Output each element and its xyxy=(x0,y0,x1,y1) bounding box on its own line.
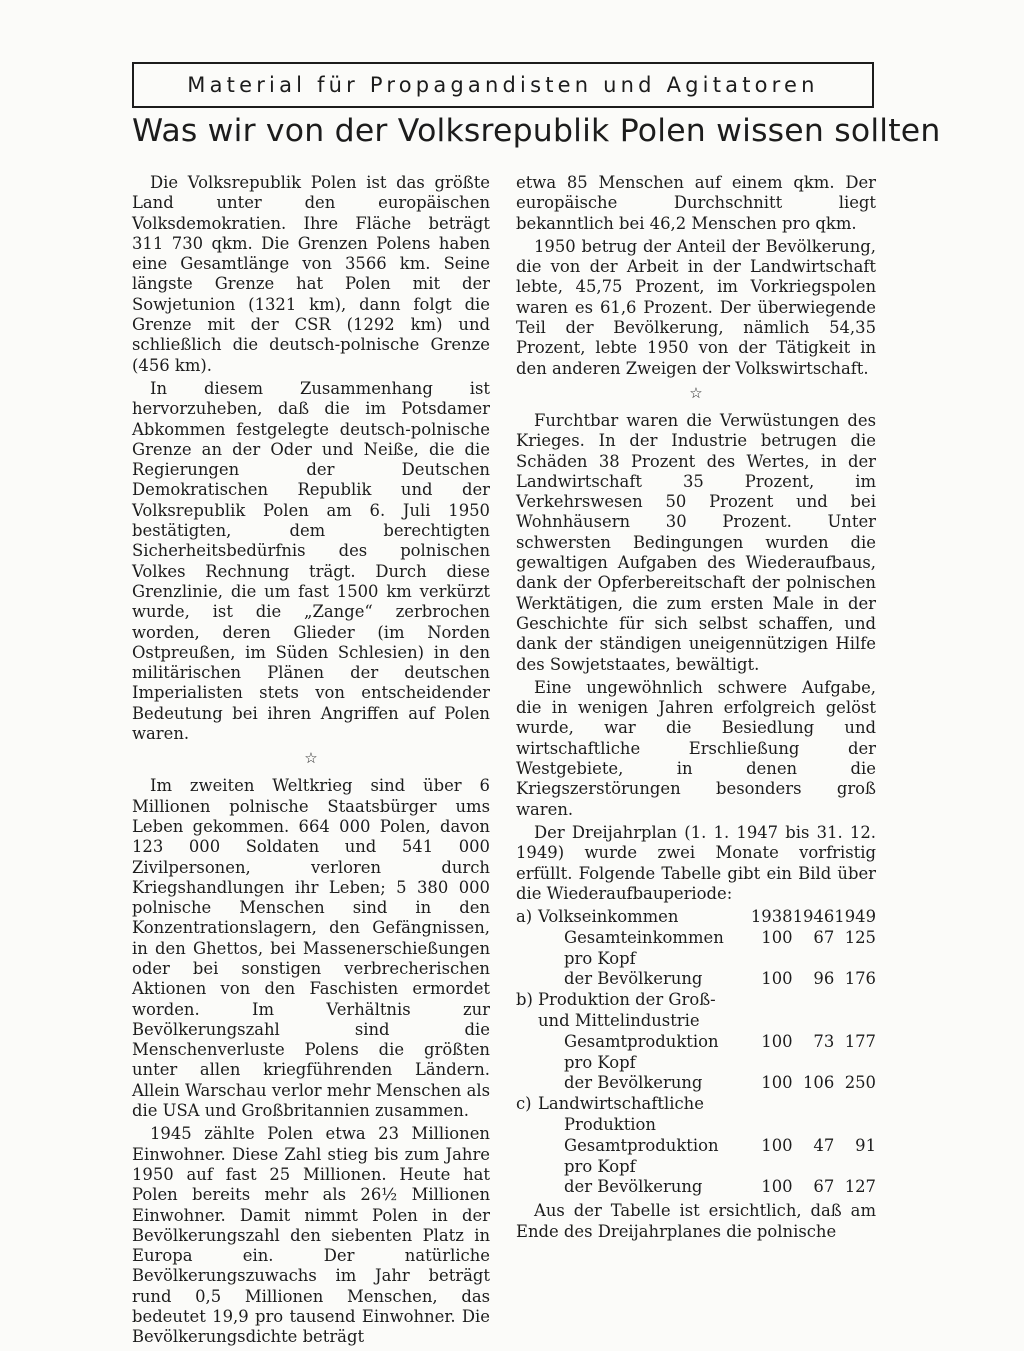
table-cell xyxy=(834,1011,876,1032)
table-row xyxy=(516,1136,876,1157)
table-row xyxy=(516,1032,876,1053)
row-label xyxy=(516,1157,538,1178)
article-headline: Was wir von der Volksrepublik Polen wissen sollten xyxy=(132,113,941,149)
row-text: Gesamteinkommen xyxy=(564,927,724,947)
row-text: der Bevölkerung xyxy=(564,1073,703,1093)
row-label xyxy=(516,1053,538,1074)
row-label xyxy=(516,1136,538,1157)
table-cell: 91 xyxy=(855,1135,876,1155)
section-banner: Material für Propagandisten und Agitatoren xyxy=(132,62,874,108)
table-cell: 100 xyxy=(761,1135,793,1155)
table-row xyxy=(516,990,876,1011)
row-text: und Mittelindustrie xyxy=(538,1011,700,1031)
row-label xyxy=(516,928,538,949)
row-label: c) xyxy=(516,1094,532,1114)
row-label xyxy=(516,1115,538,1136)
table-cell: 67 xyxy=(813,1177,835,1197)
paragraph: Der Dreijahrplan (1. 1. 1947 bis 31. 12. 1949) wurde zwei Monate vorfristig erfüllt. Folgende Tabelle gibt ein Bild über die Wiederaufbauperiode: xyxy=(516,822,876,903)
row-text: pro Kopf xyxy=(564,948,636,968)
table-cell: 250 xyxy=(844,1073,876,1093)
table-cell xyxy=(834,1157,876,1178)
table-cell: 1938 xyxy=(750,907,793,927)
star-separator: ☆ xyxy=(689,383,703,402)
table-row xyxy=(516,1177,876,1198)
table-row xyxy=(516,949,876,970)
table-cell: 100 xyxy=(761,1073,793,1093)
table-cell xyxy=(793,1115,835,1136)
table-cell: 100 xyxy=(761,927,793,947)
table-cell: 125 xyxy=(844,927,876,947)
table-cell: 100 xyxy=(761,969,793,989)
table-cell xyxy=(793,1157,835,1178)
table-row xyxy=(516,969,876,990)
table-row xyxy=(516,1073,876,1094)
table-row xyxy=(516,1011,876,1032)
table-cell: 177 xyxy=(844,1031,876,1051)
row-label xyxy=(516,1032,538,1053)
star-separator: ☆ xyxy=(304,749,318,768)
paragraph: 1945 zählte Polen etwa 23 Millionen Einwohner. Diese Zahl stieg bis zum Jahre 1950 auf fast 25 Millionen. Heute hat Polen bereits mehr als 26½ Millionen Einwohner. Damit nimmt Polen in der Bevölkerungszahl den siebenten Platz in Europa ein. Der natürliche Bevölkerungszuwachs im Jahr beträgt rund 0,5 Millionen Menschen, das bedeutet 19,9 pro tausend Einwohner. Die Bevölkerungsdichte beträgt xyxy=(132,1124,490,1347)
paragraph: In diesem Zusammenhang ist hervorzuheben, daß die im Potsdamer Abkommen festgelegte deutsch-polnische Grenze an der Oder und Neiße, die die Regierungen der Deutschen Demokratischen Republik und der Volksrepublik Polen am 6. Juli 1950 bestätigten, dem berechtigten Sicherheitsbedürfnis des polnischen Volkes Rechnung trägt. Durch diese Grenzlinie, die um fast 1500 km verkürzt wurde, ist die „Zange“ zerbrochen worden, deren Glieder (im Norden Ostpreußen, im Süden Schlesien) in den militärischen Plänen der deutschen Imperialisten stets von entscheidender Bedeutung bei ihren Angriffen auf Polen waren. xyxy=(132,378,490,744)
paragraph: Eine ungewöhnlich schwere Aufgabe, die in wenigen Jahren erfolgreich gelöst wurde, war die Besiedlung und wirtschaftliche Erschließung der Westgebiete, in denen die Kriegszerstörungen besonders groß waren. xyxy=(516,677,876,819)
table-cell xyxy=(751,949,793,970)
row-text: Produktion der Groß- xyxy=(538,990,716,1010)
table-cell: 100 xyxy=(761,1031,793,1051)
table-cell: 96 xyxy=(813,969,835,989)
row-text: der Bevölkerung xyxy=(564,1177,703,1197)
paragraph: Im zweiten Weltkrieg sind über 6 Millionen polnische Staatsbürger ums Leben gekommen. 664 000 Polen, davon 123 000 Soldaten und 541 000 Zivilpersonen, verloren durch Kriegshandlungen ihr Leben; 5 380 000 polnische Menschen sind in den Konzentrationslagern, den Gefängnissen, in den Ghettos, bei Massenerschießungen oder bei sonstigen verbrecherischen Aktionen von den Faschisten ermordet worden. Im Verhältnis zur Bevölkerungszahl sind die Menschenverluste Polens die größten unter allen kriegführenden Ländern. Allein Warschau verlor mehr Menschen als die USA und Großbritannien zusammen. xyxy=(132,776,490,1121)
table-cell xyxy=(751,990,793,1011)
table-cell xyxy=(751,1094,793,1115)
table-cell xyxy=(793,1053,835,1074)
table-row xyxy=(516,1157,876,1178)
table-cell xyxy=(793,949,835,970)
table-cell: 73 xyxy=(813,1031,835,1051)
table-cell: 106 xyxy=(802,1073,835,1093)
paragraph: etwa 85 Menschen auf einem qkm. Der europäische Durchschnitt liegt bekanntlich bei 46,2 Menschen pro qkm. xyxy=(516,173,876,233)
table-row xyxy=(516,907,876,928)
table-cell xyxy=(793,990,835,1011)
table-row xyxy=(516,1115,876,1136)
table-cell xyxy=(793,1094,835,1115)
row-label xyxy=(516,1177,538,1198)
table-cell xyxy=(751,1011,793,1032)
right-column xyxy=(516,173,876,1245)
table-cell xyxy=(834,949,876,970)
table-cell: 176 xyxy=(844,969,876,989)
table-cell xyxy=(751,1115,793,1136)
left-column xyxy=(132,173,490,1351)
row-label xyxy=(516,1073,538,1094)
table-cell xyxy=(834,1094,876,1115)
row-text: Produktion xyxy=(564,1115,656,1135)
table-cell: 1949 xyxy=(834,907,876,927)
row-text: pro Kopf xyxy=(564,1052,636,1072)
row-text: pro Kopf xyxy=(564,1156,636,1176)
row-label xyxy=(516,969,538,990)
table-row xyxy=(516,928,876,949)
table-row xyxy=(516,1053,876,1074)
row-text: Gesamtproduktion xyxy=(564,1031,719,1051)
row-label: a) xyxy=(516,907,533,927)
table-cell: 67 xyxy=(813,927,835,947)
row-label: b) xyxy=(516,990,533,1010)
table-cell: 100 xyxy=(761,1177,793,1197)
row-text: Gesamtproduktion xyxy=(564,1135,719,1155)
row-text: Landwirtschaftliche xyxy=(538,1094,704,1114)
table-cell xyxy=(751,1053,793,1074)
paragraph: Aus der Tabelle ist ersichtlich, daß am Ende des Dreijahrplanes die polnische xyxy=(516,1201,876,1241)
statistics-table xyxy=(516,907,876,1198)
paragraph: Die Volksrepublik Polen ist das größte Land unter den europäischen Volksdemokratien. Ihre Fläche beträgt 311 730 qkm. Die Grenzen Polens haben eine Gesamtlänge von 3566 km. Seine längste Grenze hat Polen mit der Sowjetunion (1321 km), dann folgt die Grenze mit der CSR (1292 km) und schließlich die deutsch-polnische Grenze (456 km). xyxy=(132,173,490,375)
row-label xyxy=(516,1011,538,1032)
table-cell xyxy=(751,1157,793,1178)
table-cell: 127 xyxy=(844,1177,876,1197)
table-row xyxy=(516,1094,876,1115)
table-cell: 1946 xyxy=(792,907,835,927)
table-cell: 47 xyxy=(813,1135,835,1155)
row-text: der Bevölkerung xyxy=(564,969,703,989)
table-cell xyxy=(793,1011,835,1032)
table-cell xyxy=(834,1115,876,1136)
table-cell xyxy=(834,1053,876,1074)
paragraph: 1950 betrug der Anteil der Bevölkerung, die von der Arbeit in der Landwirtschaft lebte, 45,75 Prozent, im Vorkriegspolen waren es 61,6 Prozent. Der überwiegende Teil der Bevölkerung, nämlich 54,35 Prozent, lebte 1950 von der Tätigkeit in den anderen Zweigen der Volkswirtschaft. xyxy=(516,236,876,378)
row-label xyxy=(516,949,538,970)
table-cell xyxy=(834,990,876,1011)
paragraph: Furchtbar waren die Verwüstungen des Krieges. In der Industrie betrugen die Schäden 38 Prozent des Wertes, in der Landwirtschaft 35 Prozent, im Verkehrswesen 50 Prozent und bei Wohnhäusern 30 Prozent. Unter schwersten Bedingungen wurden die gewaltigen Aufgaben des Wiederaufbaus, dank der Opferbereitschaft der polnischen Werktätigen, die zum ersten Male in der Geschichte für sich selbst schaffen, und dank der ständigen uneigennützigen Hilfe des Sowjetstaates, bewältigt. xyxy=(516,410,876,674)
row-text: Volkseinkommen xyxy=(538,907,679,927)
